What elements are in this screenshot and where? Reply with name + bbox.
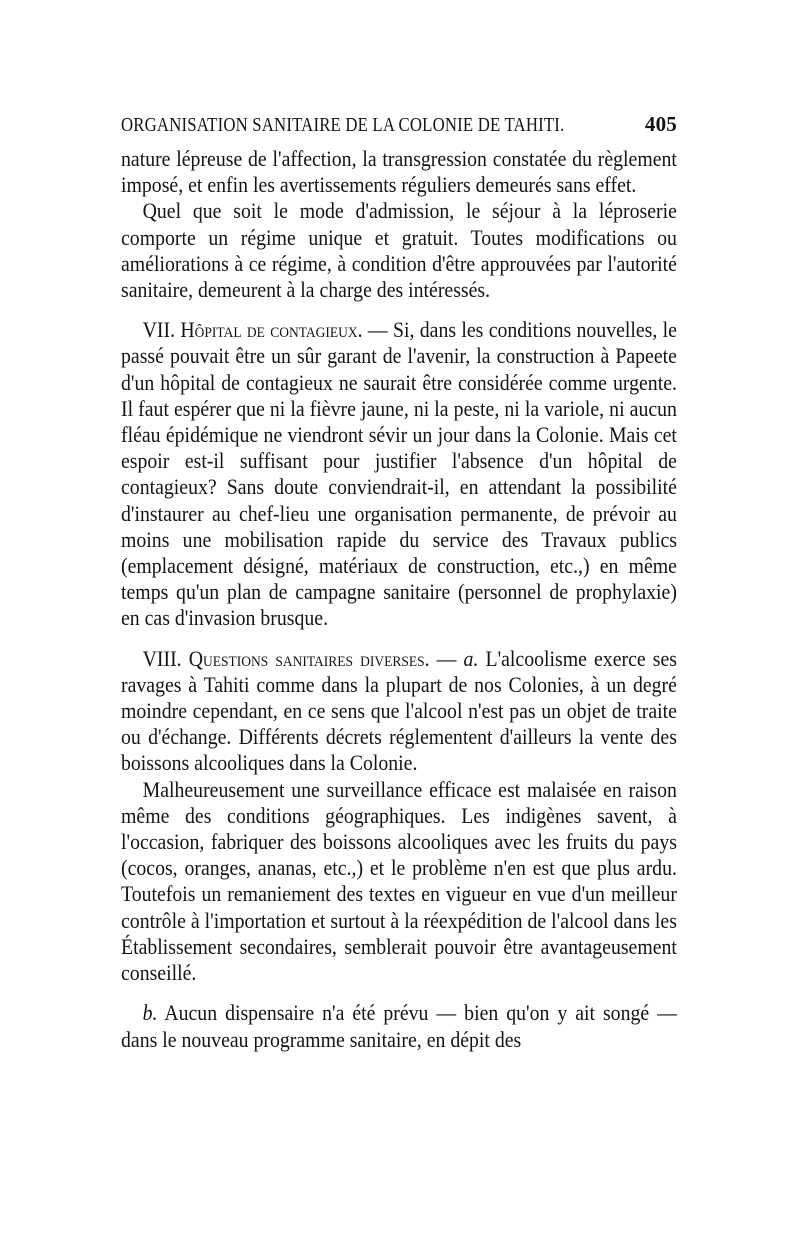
section-vii-heading: Hôpital de contagieux. bbox=[180, 317, 363, 343]
page-number: 405 bbox=[644, 112, 677, 136]
section-vii-number: VII. bbox=[142, 317, 176, 343]
section-vii bbox=[121, 317, 677, 631]
paragraph-surveillance: Malheureusement une surveillance efficace est malaisée en raison même des conditions géographiques. Les indigènes savent, à l'occasion, fabriquer des boissons alcooliques avec les fruits du pays (cocos, oranges, ananas, etc.,) et le problème n'en est que plus ardu. Toutefois un remaniement des textes en vigueur en vue d'un meilleur contrôle à l'importation et surtout à la réexpédition de l'alcool dans les Établissement secondaires, semblerait pouvoir être avantageusement conseillé. bbox=[121, 776, 677, 986]
paragraph-leproserie-regime: Quel que soit le mode d'admission, le séjour à la léproserie comporte un régime unique et gratuit. Toutes modifications ou améliorations à ce régime, à condition d'être approuvées par l'autorité sanitaire, demeurent à la charge des intéressés. bbox=[121, 198, 677, 303]
section-viii-dash: — bbox=[429, 645, 464, 671]
section-viii-letter: a. bbox=[463, 645, 479, 671]
page bbox=[121, 112, 677, 1053]
paragraph-dispensaire-text: Aucun dispensaire n'a été prévu — bien qu'on y ait songé — dans le nouveau programme sanitaire, en dépit des bbox=[121, 1000, 677, 1052]
paragraph-dispensaire-letter: b. bbox=[142, 1000, 158, 1026]
section-vii-dash: — bbox=[362, 317, 393, 343]
running-title: ORGANISATION SANITAIRE DE LA COLONIE DE TAHITI. bbox=[121, 115, 565, 136]
paragraph-continuation: nature lépreuse de l'affection, la transgression constatée du règlement imposé, et enfin les avertissements réguliers demeurés sans effet. bbox=[121, 146, 677, 198]
paragraph-dispensaire bbox=[121, 1000, 677, 1052]
section-vii-text: Si, dans les conditions nouvelles, le passé pouvait être un sûr garant de l'avenir, la construction à Papeete d'un hôpital de contagieux ne saurait être considérée comme urgente. Il faut espérer que ni la fièvre jaune, ni la peste, ni la variole, ni aucun fléau épidémique ne viendront sévir un jour dans la Colonie. Mais cet espoir est-il suffisant pour justifier l'absence d'un hôpital de contagieux? Sans doute conviendrait-il, en attendant la possibilité d'instaurer au chef-lieu une organisation permanente, de prévoir au moins une mobilisation rapide du service des Travaux publics (emplacement désigné, matériaux de construction, etc.,) en même temps qu'un plan de campagne sanitaire (personnel de prophylaxie) en cas d'invasion brusque. bbox=[121, 317, 677, 631]
section-viii-number: VIII. bbox=[142, 645, 182, 671]
running-header bbox=[121, 112, 677, 146]
body-text bbox=[121, 146, 677, 1053]
section-viii bbox=[121, 646, 677, 777]
section-viii-heading: Questions sanitaires diverses. bbox=[188, 645, 430, 671]
section-viii-text: L'alcoolisme exerce ses ravages à Tahiti comme dans la plupart de nos Colonies, à un degré moindre cependant, en ce sens que l'alcool n'est pas un objet de traite ou d'échange. Différents décrets réglementent d'ailleurs la vente des boissons alcooliques dans la Colonie. bbox=[121, 645, 677, 776]
